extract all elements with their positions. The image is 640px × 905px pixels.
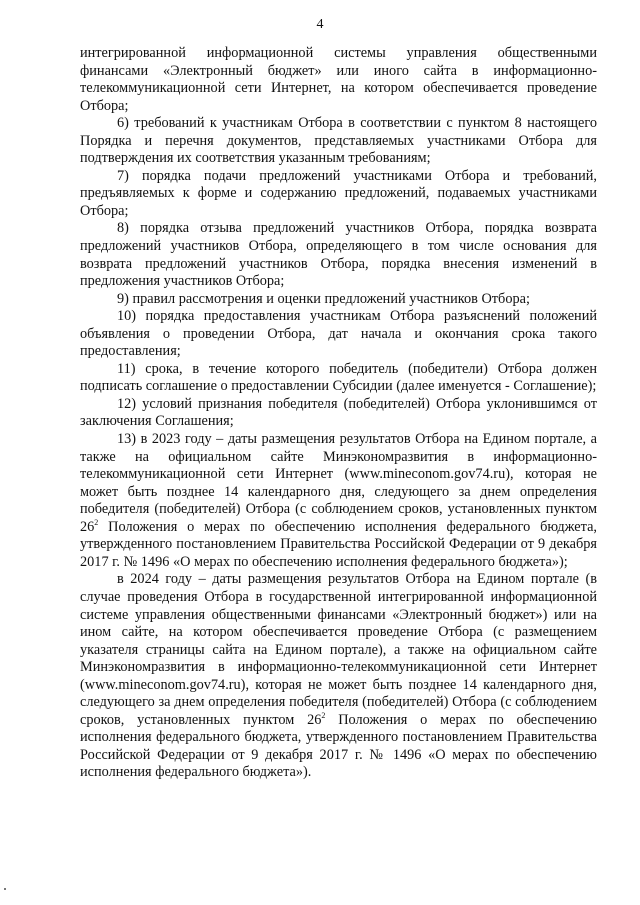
footnote-superscript: 2 [94,518,99,527]
paragraph-item-11: 11) срока, в течение которого победитель (победители) Отбора должен подписать соглашение о предоставлении Субсидии (далее именуется - Соглашение); [80,360,597,395]
document-body [80,45,597,782]
paragraph-item-8: 8) порядка отзыва предложений участников Отбора, порядка возврата предложений участников Отбора, определяющего в том числе основания для возврата предложений участников Отбора, порядка внесения изменений в предложения участников Отбора; [80,220,597,290]
paragraph-item-13-text-end: Положения о мерах по обеспечению исполнения федерального бюджета, утвержденного постановлением Правительства Российской Федерации от 9 декабря 2017 г. № 1496 «О мерах по обеспечению исполнения федерального бюджета»); [80,518,597,570]
paragraph-item-10: 10) порядка предоставления участникам Отбора разъяснений положений объявления о проведении Отбора, дат начала и окончания срока такого предоставления; [80,308,597,360]
footnote-superscript: 2 [321,711,326,721]
paragraph-item-12: 12) условий признания победителя (победителей) Отбора уклонившимся от заключения Соглашения; [80,395,597,430]
scan-artifact-dot [4,888,6,890]
page-number: 4 [316,17,324,32]
paragraph-item-6: 6) требований к участникам Отбора в соответствии с пунктом 8 настоящего Порядка и перечня документов, представляемых участниками Отбора для подтверждения их соответствия указанным требованиям; [80,115,597,167]
paragraph-2024-text-end: Положения о мерах по обеспечению исполнения федерального бюджета, утвержденного постановлением Правительства Российской Федерации от 9 декабря 2017 г. № 1496 «О мерах по обеспечению исполнения федерального бюджета»). [80,711,597,781]
paragraph-2024-text-start: в 2024 году – даты размещения результатов Отбора на Едином портале (в случае проведения Отбора в государственной интегрированной информационной системе управления общественными финансами «Электронный бюджет») или на ином сайте, на котором обеспечивается проведение Отбора (с размещением указателя страницы сайта на Едином портале), а также на официальном сайте Минэкономразвития в информационно-телекоммуникационной сети Интернет (www.mineconom.gov74.ru), которая не может быть позднее 14 календарного дня, следующего за днем определения победителя (победителей) Отбора (с соблюдением сроков, установленных пунктом 26 [80,571,597,728]
paragraph-item-13-text-start: 13) в 2023 году – даты размещения результатов Отбора на Едином портале, а также на официальном сайте Минэкономразвития в информационно-телекоммуникационной сети Интернет (www.mineconom.gov74.ru), которая не может быть позднее 14 календарного дня, следующего за днем определения победителя (победителей) Отбора (с соблюдением сроков, установленных пунктом 26 [80,431,597,535]
paragraph-item-9: 9) правил рассмотрения и оценки предложений участников Отбора; [117,290,530,307]
paragraph-item-7: 7) порядка подачи предложений участниками Отбора и требований, предъявляемых к форме и содержанию предложений, подаваемых участниками Отбора; [80,167,597,219]
paragraph-item-13 [80,431,597,571]
paragraph-continuation: интегрированной информационной системы управления общественными финансами «Электронный бюджет» или иного сайта в информационно-телекоммуникационной сети Интернет, на котором обеспечивается проведение Отбора; [80,45,597,114]
paragraph-2024 [80,571,597,782]
